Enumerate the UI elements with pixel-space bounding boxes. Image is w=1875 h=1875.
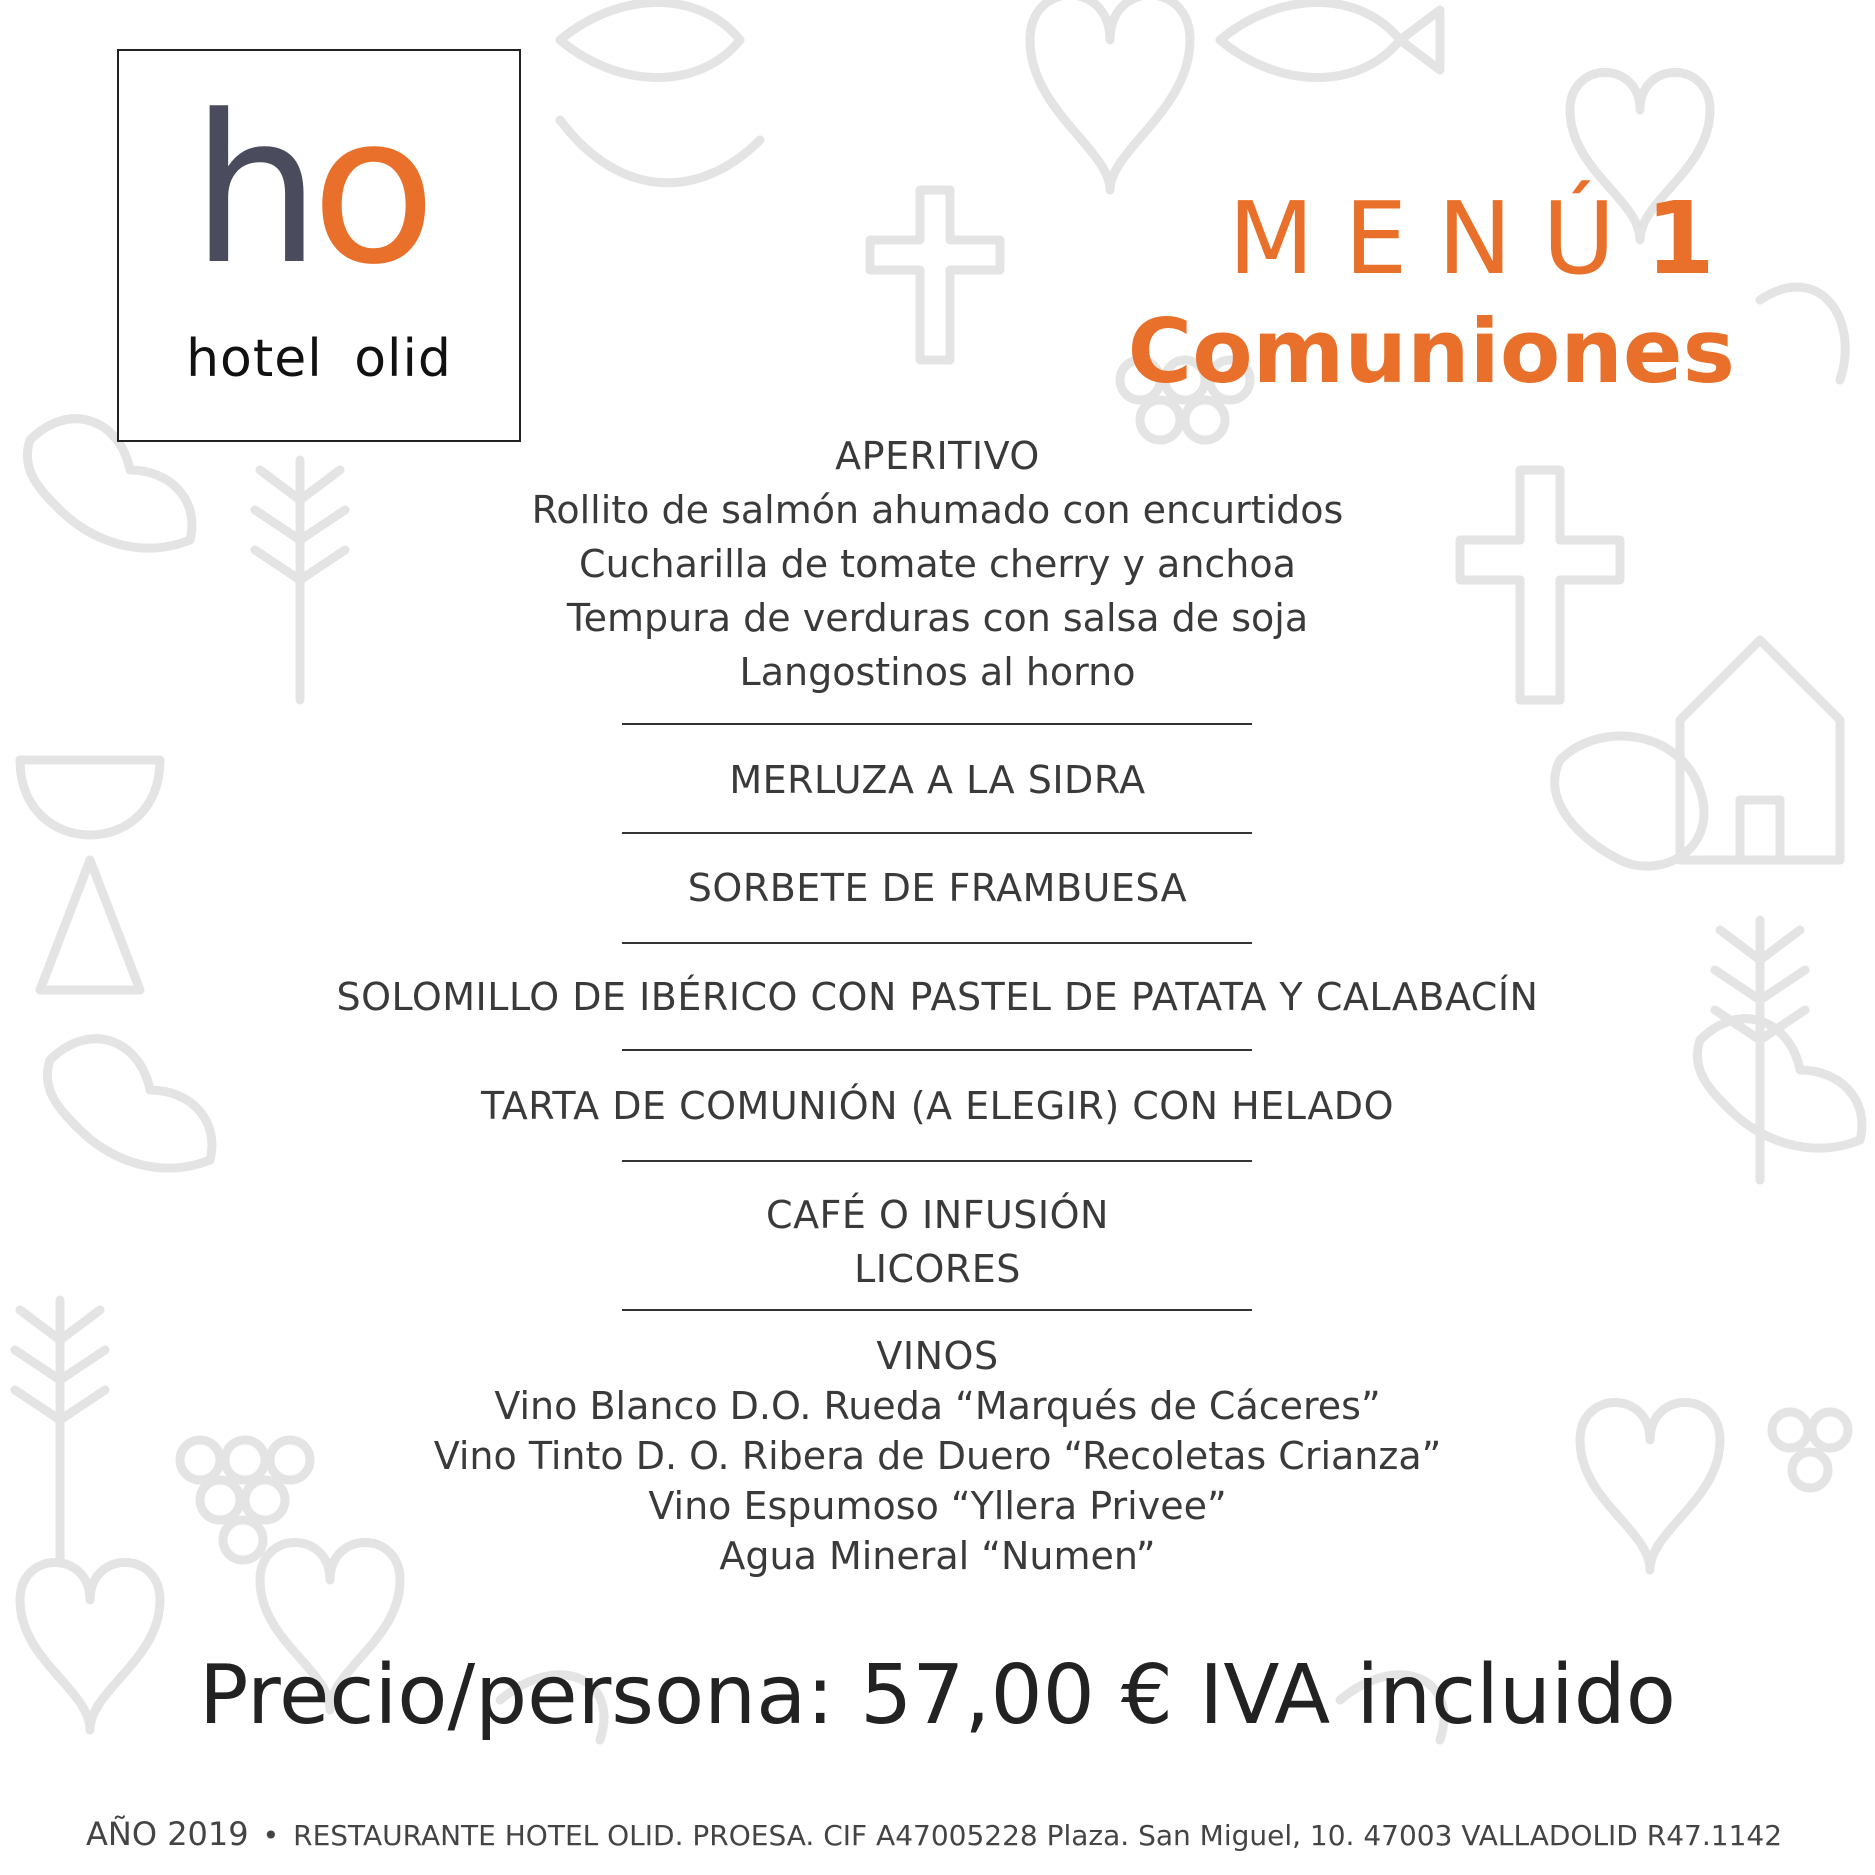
- logo-letter-h: h: [191, 72, 311, 310]
- footer-year: AÑO 2019: [86, 1815, 249, 1853]
- footer: [86, 1815, 1782, 1853]
- fish-icon: [560, 3, 740, 78]
- vino-item: Vino Tinto D. O. Ribera de Duero “Recoletas Crianza”: [433, 1434, 1442, 1478]
- divider: [622, 1160, 1252, 1162]
- aperitivo-item: Rollito de salmón ahumado con encurtidos: [531, 488, 1344, 532]
- course-fish: MERLUZA A LA SIDRA: [729, 758, 1146, 802]
- divider: [622, 942, 1252, 944]
- menu-title: [1228, 180, 1715, 297]
- course-dessert: TARTA DE COMUNIÓN (A ELEGIR) CON HELADO: [481, 1084, 1394, 1128]
- course-sorbet: SORBETE DE FRAMBUESA: [687, 866, 1188, 910]
- menu-title-word: MENÚ: [1227, 180, 1646, 297]
- menu-number: 1: [1645, 180, 1715, 297]
- divider: [622, 1309, 1252, 1311]
- aperitivo-item: Tempura de verduras con salsa de soja: [566, 596, 1309, 640]
- logo-mark: [191, 72, 451, 310]
- heart-icon: [1030, 0, 1190, 190]
- course-liquors: LICORES: [854, 1247, 1021, 1291]
- vino-item: Vino Blanco D.O. Rueda “Marqués de Cáceres”: [494, 1384, 1381, 1428]
- cross-icon: [870, 190, 1000, 360]
- divider: [622, 723, 1252, 725]
- footer-separator: •: [262, 1819, 280, 1852]
- logo-name: hotel olid: [186, 329, 452, 389]
- price-per-person: Precio/persona: 57,00 € IVA incluido: [199, 1648, 1676, 1743]
- vino-item: Vino Espumoso “Yllera Privee”: [648, 1484, 1227, 1528]
- vinos-heading: VINOS: [876, 1334, 999, 1378]
- menu-subtitle: Comuniones: [1127, 300, 1735, 403]
- vino-item: Agua Mineral “Numen”: [719, 1534, 1156, 1578]
- fish-icon: [1220, 3, 1440, 78]
- aperitivo-heading: APERITIVO: [835, 434, 1040, 478]
- footer-info: RESTAURANTE HOTEL OLID. PROESA. CIF A47005228 Plaza. San Miguel, 10. 47003 VALLADOLID R47.1142: [293, 1819, 1783, 1852]
- aperitivo-item: Langostinos al horno: [739, 650, 1136, 694]
- course-meat: SOLOMILLO DE IBÉRICO CON PASTEL DE PATATA Y CALABACÍN: [336, 975, 1539, 1019]
- aperitivo-item: Cucharilla de tomate cherry y anchoa: [579, 542, 1296, 586]
- hotel-logo: [117, 49, 521, 442]
- logo-letter-o: o: [310, 72, 427, 310]
- divider: [622, 832, 1252, 834]
- course-coffee: CAFÉ O INFUSIÓN: [766, 1193, 1109, 1237]
- divider: [622, 1049, 1252, 1051]
